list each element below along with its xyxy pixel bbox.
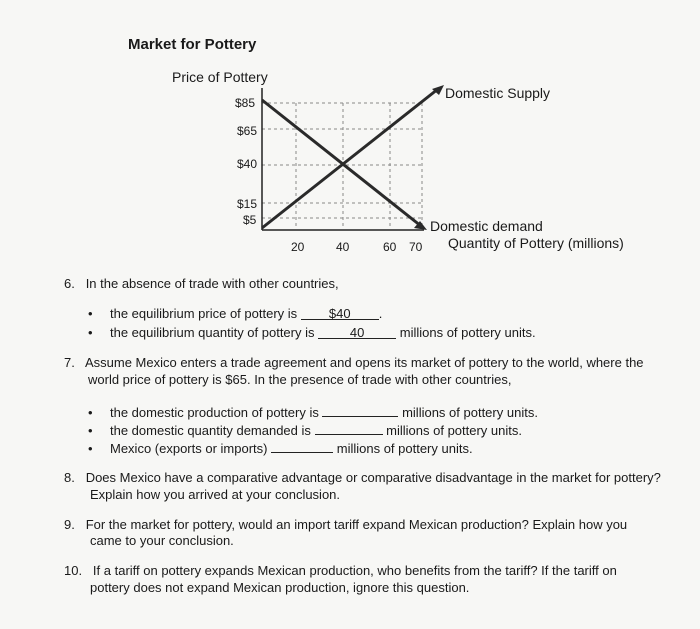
question-number: 10. bbox=[64, 563, 83, 578]
q6-bullet-quantity: • the equilibrium quantity of pottery is 40 millions of pottery units. bbox=[88, 325, 536, 340]
x-tick-label: 20 bbox=[291, 240, 305, 254]
answer-demanded[interactable] bbox=[315, 420, 383, 435]
supply-line bbox=[262, 89, 438, 228]
y-tick-label: $85 bbox=[235, 96, 256, 110]
bullet-icon: • bbox=[88, 423, 93, 438]
y-tick-label: $15 bbox=[237, 197, 258, 211]
supply-curve bbox=[262, 85, 444, 228]
question-10: 10. If a tariff on pottery expands Mexican production, who benefits from the tariff? If the tariff on bbox=[64, 563, 617, 578]
question-6 bbox=[64, 275, 339, 292]
bullet-icon: • bbox=[88, 441, 93, 456]
q7-bullet-production: • the domestic production of pottery is millions of pottery units. bbox=[88, 402, 538, 421]
q7-bullet-demanded: • the domestic quantity demanded is millions of pottery units. bbox=[88, 420, 522, 439]
answer-quantity[interactable]: 40 bbox=[318, 324, 396, 339]
demand-line bbox=[262, 100, 421, 226]
y-tick-label: $65 bbox=[237, 124, 258, 138]
question-9: 9. For the market for pottery, would an import tariff expand Mexican production? Explain how you bbox=[64, 517, 628, 532]
answer-exports-imports[interactable] bbox=[271, 438, 333, 453]
answer-production[interactable] bbox=[322, 402, 398, 417]
question-number: 8. bbox=[64, 470, 75, 485]
x-axis-label: Quantity of Pottery (millions) bbox=[448, 235, 624, 251]
bullet-icon: • bbox=[88, 325, 93, 340]
question-10-line2: pottery does not expand Mexican production, ignore this question. bbox=[90, 580, 470, 595]
answer-price[interactable]: $40 bbox=[301, 305, 379, 320]
question-8: 8. Does Mexico have a comparative advantage or comparative disadvantage in the market for pottery? bbox=[64, 470, 661, 485]
question-text: In the absence of trade with other countries, bbox=[85, 276, 339, 291]
question-number: 9. bbox=[64, 517, 75, 532]
question-7: 7. Assume Mexico enters a trade agreement and opens its market of pottery to the world, where the bbox=[64, 355, 644, 370]
question-number: 7. bbox=[64, 355, 75, 370]
q6-bullet-price: • the equilibrium price of pottery is $40 . bbox=[88, 306, 383, 321]
y-tick-label: $40 bbox=[237, 157, 258, 171]
demand-label: Domestic demand bbox=[430, 218, 543, 234]
q7-bullet-trade: • Mexico (exports or imports) millions of pottery units. bbox=[88, 438, 473, 457]
bullet-icon: • bbox=[88, 405, 93, 420]
supply-label: Domestic Supply bbox=[445, 85, 551, 101]
x-tick-label: 60 bbox=[383, 240, 397, 254]
y-tick-label: $5 bbox=[243, 213, 257, 227]
question-8-line2: Explain how you arrived at your conclusion. bbox=[90, 487, 341, 502]
chart-title: Market for Pottery bbox=[128, 36, 257, 53]
x-tick-label: 40 bbox=[336, 240, 350, 254]
x-tick-label: 70 bbox=[409, 240, 423, 254]
question-7-line2: world price of pottery is $65. In the presence of trade with other countries, bbox=[88, 372, 512, 387]
question-9-line2: came to your conclusion. bbox=[90, 533, 234, 548]
y-axis-label: Price of Pottery bbox=[172, 69, 268, 85]
bullet-icon: • bbox=[88, 306, 93, 321]
question-number: 6. bbox=[64, 276, 75, 291]
